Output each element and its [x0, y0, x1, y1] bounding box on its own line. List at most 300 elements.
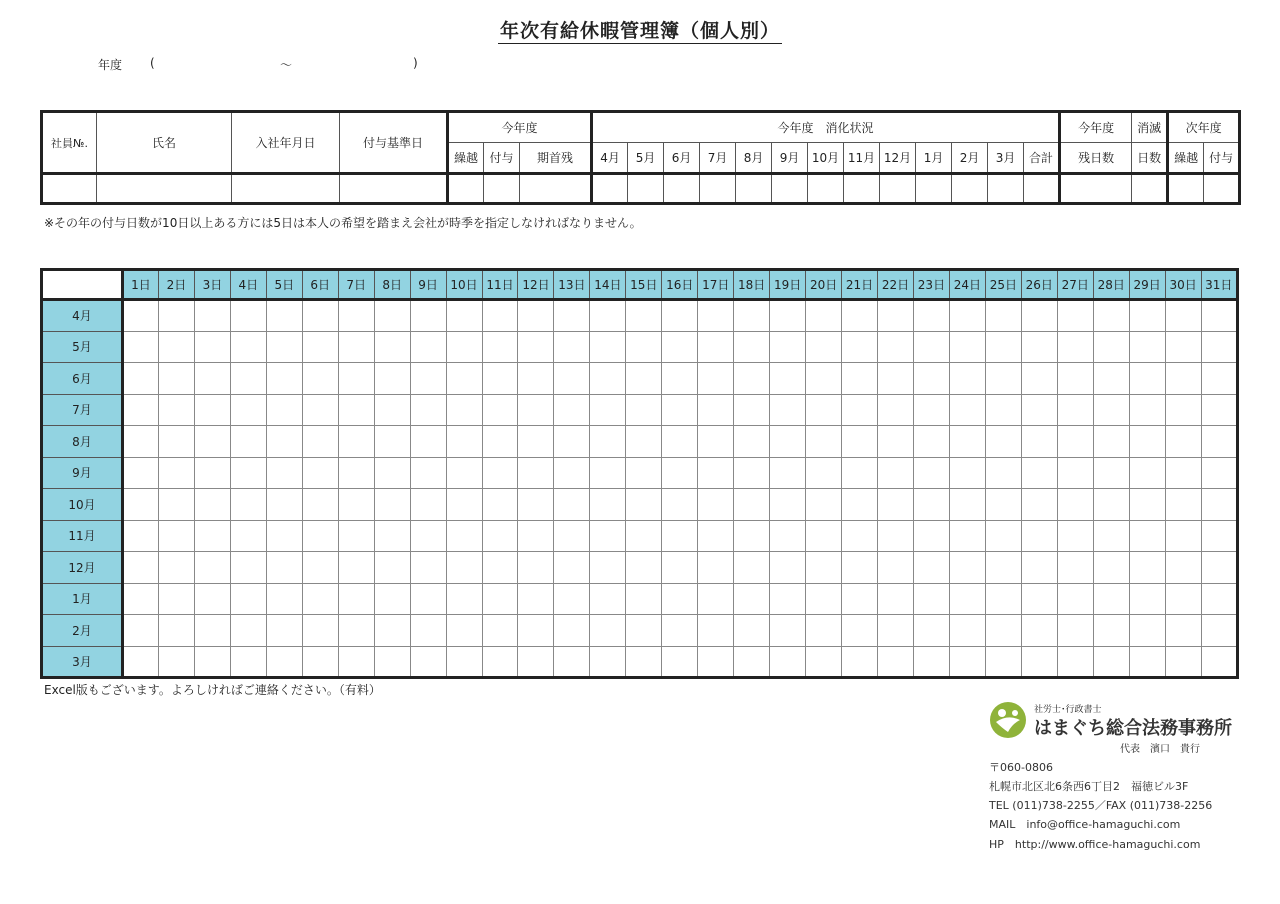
calendar-day-cell[interactable] — [374, 331, 410, 363]
calendar-day-cell[interactable] — [1165, 300, 1201, 332]
calendar-day-cell[interactable] — [482, 583, 518, 615]
calendar-day-cell[interactable] — [842, 300, 878, 332]
calendar-day-cell[interactable] — [1021, 457, 1057, 489]
calendar-day-cell[interactable] — [1021, 489, 1057, 521]
summary-input-cell[interactable] — [232, 174, 340, 204]
calendar-day-cell[interactable] — [806, 615, 842, 647]
calendar-day-cell[interactable] — [123, 520, 159, 552]
calendar-day-cell[interactable] — [626, 552, 662, 584]
calendar-day-cell[interactable] — [949, 583, 985, 615]
calendar-day-cell[interactable] — [1129, 520, 1165, 552]
summary-input-cell[interactable] — [484, 174, 520, 204]
calendar-day-cell[interactable] — [374, 520, 410, 552]
calendar-day-cell[interactable] — [302, 331, 338, 363]
calendar-day-cell[interactable] — [1129, 583, 1165, 615]
calendar-day-cell[interactable] — [1057, 457, 1093, 489]
calendar-day-cell[interactable] — [698, 520, 734, 552]
calendar-day-cell[interactable] — [1165, 646, 1201, 678]
calendar-day-cell[interactable] — [338, 457, 374, 489]
calendar-day-cell[interactable] — [410, 394, 446, 426]
calendar-day-cell[interactable] — [158, 552, 194, 584]
calendar-day-cell[interactable] — [518, 583, 554, 615]
calendar-day-cell[interactable] — [266, 331, 302, 363]
calendar-day-cell[interactable] — [266, 552, 302, 584]
calendar-day-cell[interactable] — [806, 426, 842, 458]
calendar-day-cell[interactable] — [626, 489, 662, 521]
calendar-day-cell[interactable] — [878, 583, 914, 615]
calendar-day-cell[interactable] — [1201, 457, 1237, 489]
calendar-day-cell[interactable] — [482, 520, 518, 552]
calendar-day-cell[interactable] — [662, 615, 698, 647]
calendar-day-cell[interactable] — [158, 426, 194, 458]
calendar-day-cell[interactable] — [554, 583, 590, 615]
calendar-day-cell[interactable] — [590, 457, 626, 489]
calendar-day-cell[interactable] — [734, 300, 770, 332]
summary-input-cell[interactable] — [664, 174, 700, 204]
calendar-day-cell[interactable] — [626, 646, 662, 678]
calendar-day-cell[interactable] — [1093, 363, 1129, 395]
calendar-day-cell[interactable] — [806, 520, 842, 552]
calendar-day-cell[interactable] — [1021, 615, 1057, 647]
calendar-day-cell[interactable] — [482, 646, 518, 678]
calendar-day-cell[interactable] — [554, 457, 590, 489]
calendar-day-cell[interactable] — [1093, 426, 1129, 458]
calendar-day-cell[interactable] — [590, 646, 626, 678]
calendar-day-cell[interactable] — [985, 363, 1021, 395]
calendar-day-cell[interactable] — [1057, 552, 1093, 584]
calendar-day-cell[interactable] — [230, 615, 266, 647]
calendar-day-cell[interactable] — [1057, 489, 1093, 521]
calendar-day-cell[interactable] — [230, 552, 266, 584]
calendar-day-cell[interactable] — [1165, 331, 1201, 363]
calendar-day-cell[interactable] — [913, 457, 949, 489]
calendar-day-cell[interactable] — [446, 552, 482, 584]
calendar-day-cell[interactable] — [913, 646, 949, 678]
calendar-day-cell[interactable] — [302, 300, 338, 332]
calendar-day-cell[interactable] — [302, 552, 338, 584]
calendar-day-cell[interactable] — [374, 363, 410, 395]
calendar-day-cell[interactable] — [518, 520, 554, 552]
calendar-day-cell[interactable] — [1165, 426, 1201, 458]
summary-input-cell[interactable] — [808, 174, 844, 204]
calendar-day-cell[interactable] — [374, 615, 410, 647]
calendar-day-cell[interactable] — [554, 426, 590, 458]
calendar-day-cell[interactable] — [1129, 363, 1165, 395]
calendar-day-cell[interactable] — [518, 394, 554, 426]
calendar-day-cell[interactable] — [626, 457, 662, 489]
calendar-day-cell[interactable] — [770, 394, 806, 426]
calendar-day-cell[interactable] — [1093, 583, 1129, 615]
calendar-day-cell[interactable] — [842, 426, 878, 458]
calendar-day-cell[interactable] — [1021, 426, 1057, 458]
calendar-day-cell[interactable] — [1057, 394, 1093, 426]
calendar-day-cell[interactable] — [662, 552, 698, 584]
calendar-day-cell[interactable] — [230, 363, 266, 395]
calendar-day-cell[interactable] — [1093, 615, 1129, 647]
calendar-day-cell[interactable] — [123, 489, 159, 521]
calendar-day-cell[interactable] — [1129, 489, 1165, 521]
calendar-day-cell[interactable] — [734, 583, 770, 615]
calendar-day-cell[interactable] — [266, 363, 302, 395]
calendar-day-cell[interactable] — [734, 363, 770, 395]
calendar-day-cell[interactable] — [194, 363, 230, 395]
calendar-day-cell[interactable] — [1129, 300, 1165, 332]
calendar-day-cell[interactable] — [949, 457, 985, 489]
calendar-day-cell[interactable] — [734, 489, 770, 521]
calendar-day-cell[interactable] — [446, 646, 482, 678]
calendar-day-cell[interactable] — [698, 489, 734, 521]
calendar-day-cell[interactable] — [842, 331, 878, 363]
calendar-day-cell[interactable] — [410, 583, 446, 615]
calendar-day-cell[interactable] — [662, 520, 698, 552]
calendar-day-cell[interactable] — [518, 300, 554, 332]
calendar-day-cell[interactable] — [482, 615, 518, 647]
calendar-day-cell[interactable] — [842, 489, 878, 521]
calendar-day-cell[interactable] — [446, 394, 482, 426]
calendar-day-cell[interactable] — [1201, 583, 1237, 615]
calendar-day-cell[interactable] — [985, 583, 1021, 615]
calendar-day-cell[interactable] — [230, 394, 266, 426]
calendar-day-cell[interactable] — [1201, 520, 1237, 552]
calendar-day-cell[interactable] — [662, 331, 698, 363]
calendar-day-cell[interactable] — [1201, 552, 1237, 584]
calendar-day-cell[interactable] — [374, 394, 410, 426]
calendar-day-cell[interactable] — [590, 552, 626, 584]
calendar-day-cell[interactable] — [878, 489, 914, 521]
calendar-day-cell[interactable] — [1021, 646, 1057, 678]
calendar-day-cell[interactable] — [302, 426, 338, 458]
calendar-day-cell[interactable] — [266, 646, 302, 678]
calendar-day-cell[interactable] — [194, 583, 230, 615]
calendar-day-cell[interactable] — [158, 615, 194, 647]
calendar-day-cell[interactable] — [230, 457, 266, 489]
calendar-day-cell[interactable] — [1057, 363, 1093, 395]
calendar-day-cell[interactable] — [662, 394, 698, 426]
calendar-day-cell[interactable] — [1057, 300, 1093, 332]
summary-input-cell[interactable] — [97, 174, 232, 204]
summary-input-cell[interactable] — [1060, 174, 1132, 204]
calendar-day-cell[interactable] — [446, 520, 482, 552]
calendar-day-cell[interactable] — [338, 300, 374, 332]
calendar-day-cell[interactable] — [266, 615, 302, 647]
calendar-day-cell[interactable] — [338, 520, 374, 552]
calendar-day-cell[interactable] — [374, 583, 410, 615]
summary-input-cell[interactable] — [1168, 174, 1204, 204]
calendar-day-cell[interactable] — [806, 583, 842, 615]
calendar-day-cell[interactable] — [554, 394, 590, 426]
calendar-day-cell[interactable] — [698, 331, 734, 363]
calendar-day-cell[interactable] — [1021, 394, 1057, 426]
calendar-day-cell[interactable] — [374, 426, 410, 458]
calendar-day-cell[interactable] — [878, 552, 914, 584]
calendar-day-cell[interactable] — [985, 331, 1021, 363]
calendar-day-cell[interactable] — [842, 646, 878, 678]
calendar-day-cell[interactable] — [410, 426, 446, 458]
calendar-day-cell[interactable] — [1057, 520, 1093, 552]
calendar-day-cell[interactable] — [1201, 489, 1237, 521]
calendar-day-cell[interactable] — [374, 489, 410, 521]
calendar-day-cell[interactable] — [734, 331, 770, 363]
calendar-day-cell[interactable] — [985, 300, 1021, 332]
calendar-day-cell[interactable] — [446, 300, 482, 332]
calendar-day-cell[interactable] — [662, 457, 698, 489]
calendar-day-cell[interactable] — [230, 646, 266, 678]
calendar-day-cell[interactable] — [626, 615, 662, 647]
calendar-day-cell[interactable] — [770, 300, 806, 332]
calendar-day-cell[interactable] — [374, 552, 410, 584]
calendar-day-cell[interactable] — [913, 394, 949, 426]
calendar-day-cell[interactable] — [770, 552, 806, 584]
calendar-day-cell[interactable] — [770, 583, 806, 615]
summary-input-cell[interactable] — [736, 174, 772, 204]
calendar-day-cell[interactable] — [806, 300, 842, 332]
calendar-day-cell[interactable] — [482, 552, 518, 584]
calendar-day-cell[interactable] — [338, 363, 374, 395]
calendar-day-cell[interactable] — [1165, 552, 1201, 584]
calendar-day-cell[interactable] — [662, 300, 698, 332]
calendar-day-cell[interactable] — [806, 394, 842, 426]
calendar-day-cell[interactable] — [302, 615, 338, 647]
calendar-day-cell[interactable] — [590, 300, 626, 332]
calendar-day-cell[interactable] — [158, 457, 194, 489]
calendar-day-cell[interactable] — [158, 583, 194, 615]
calendar-day-cell[interactable] — [913, 615, 949, 647]
calendar-day-cell[interactable] — [1201, 331, 1237, 363]
calendar-day-cell[interactable] — [194, 457, 230, 489]
calendar-day-cell[interactable] — [806, 489, 842, 521]
calendar-day-cell[interactable] — [878, 394, 914, 426]
calendar-day-cell[interactable] — [482, 426, 518, 458]
calendar-day-cell[interactable] — [482, 489, 518, 521]
calendar-day-cell[interactable] — [662, 489, 698, 521]
calendar-day-cell[interactable] — [518, 331, 554, 363]
calendar-day-cell[interactable] — [590, 489, 626, 521]
calendar-day-cell[interactable] — [1165, 457, 1201, 489]
calendar-day-cell[interactable] — [698, 552, 734, 584]
calendar-day-cell[interactable] — [590, 520, 626, 552]
calendar-day-cell[interactable] — [1021, 363, 1057, 395]
calendar-day-cell[interactable] — [1093, 552, 1129, 584]
calendar-day-cell[interactable] — [374, 457, 410, 489]
calendar-day-cell[interactable] — [590, 583, 626, 615]
calendar-day-cell[interactable] — [734, 615, 770, 647]
calendar-day-cell[interactable] — [1057, 615, 1093, 647]
calendar-day-cell[interactable] — [518, 457, 554, 489]
calendar-day-cell[interactable] — [734, 646, 770, 678]
calendar-day-cell[interactable] — [446, 457, 482, 489]
calendar-day-cell[interactable] — [949, 394, 985, 426]
calendar-day-cell[interactable] — [554, 300, 590, 332]
calendar-day-cell[interactable] — [662, 583, 698, 615]
summary-input-cell[interactable] — [592, 174, 628, 204]
calendar-day-cell[interactable] — [770, 520, 806, 552]
calendar-day-cell[interactable] — [1129, 615, 1165, 647]
summary-input-cell[interactable] — [844, 174, 880, 204]
calendar-day-cell[interactable] — [734, 394, 770, 426]
calendar-day-cell[interactable] — [194, 426, 230, 458]
calendar-day-cell[interactable] — [158, 300, 194, 332]
calendar-day-cell[interactable] — [985, 394, 1021, 426]
calendar-day-cell[interactable] — [338, 552, 374, 584]
calendar-day-cell[interactable] — [770, 489, 806, 521]
calendar-day-cell[interactable] — [302, 394, 338, 426]
calendar-day-cell[interactable] — [1129, 552, 1165, 584]
calendar-day-cell[interactable] — [158, 646, 194, 678]
calendar-day-cell[interactable] — [878, 520, 914, 552]
calendar-day-cell[interactable] — [446, 583, 482, 615]
calendar-day-cell[interactable] — [698, 363, 734, 395]
calendar-day-cell[interactable] — [554, 520, 590, 552]
calendar-day-cell[interactable] — [554, 363, 590, 395]
calendar-day-cell[interactable] — [266, 457, 302, 489]
calendar-day-cell[interactable] — [949, 489, 985, 521]
calendar-day-cell[interactable] — [1093, 489, 1129, 521]
calendar-day-cell[interactable] — [949, 646, 985, 678]
calendar-day-cell[interactable] — [482, 457, 518, 489]
calendar-day-cell[interactable] — [302, 489, 338, 521]
calendar-day-cell[interactable] — [949, 426, 985, 458]
calendar-day-cell[interactable] — [1129, 394, 1165, 426]
calendar-day-cell[interactable] — [626, 331, 662, 363]
calendar-day-cell[interactable] — [770, 363, 806, 395]
calendar-day-cell[interactable] — [590, 426, 626, 458]
summary-input-cell[interactable] — [880, 174, 916, 204]
calendar-day-cell[interactable] — [123, 646, 159, 678]
summary-input-cell[interactable] — [916, 174, 952, 204]
calendar-day-cell[interactable] — [806, 646, 842, 678]
calendar-day-cell[interactable] — [1129, 646, 1165, 678]
calendar-day-cell[interactable] — [878, 646, 914, 678]
calendar-day-cell[interactable] — [1165, 520, 1201, 552]
calendar-day-cell[interactable] — [626, 300, 662, 332]
calendar-day-cell[interactable] — [626, 363, 662, 395]
calendar-day-cell[interactable] — [554, 331, 590, 363]
calendar-day-cell[interactable] — [194, 394, 230, 426]
calendar-day-cell[interactable] — [770, 331, 806, 363]
calendar-day-cell[interactable] — [949, 552, 985, 584]
calendar-day-cell[interactable] — [302, 520, 338, 552]
calendar-day-cell[interactable] — [158, 489, 194, 521]
calendar-day-cell[interactable] — [878, 457, 914, 489]
calendar-day-cell[interactable] — [985, 552, 1021, 584]
calendar-day-cell[interactable] — [842, 363, 878, 395]
calendar-day-cell[interactable] — [1165, 615, 1201, 647]
calendar-day-cell[interactable] — [158, 394, 194, 426]
calendar-day-cell[interactable] — [842, 583, 878, 615]
calendar-day-cell[interactable] — [266, 426, 302, 458]
calendar-day-cell[interactable] — [158, 363, 194, 395]
calendar-day-cell[interactable] — [1129, 331, 1165, 363]
calendar-day-cell[interactable] — [374, 646, 410, 678]
calendar-day-cell[interactable] — [123, 552, 159, 584]
calendar-day-cell[interactable] — [698, 457, 734, 489]
firm-mail[interactable]: MAIL info@office-hamaguchi.com — [989, 818, 1181, 831]
calendar-day-cell[interactable] — [338, 394, 374, 426]
calendar-day-cell[interactable] — [518, 426, 554, 458]
calendar-day-cell[interactable] — [338, 331, 374, 363]
calendar-day-cell[interactable] — [1021, 520, 1057, 552]
calendar-day-cell[interactable] — [1093, 646, 1129, 678]
calendar-day-cell[interactable] — [1165, 394, 1201, 426]
calendar-day-cell[interactable] — [123, 426, 159, 458]
calendar-day-cell[interactable] — [842, 552, 878, 584]
calendar-day-cell[interactable] — [194, 615, 230, 647]
firm-homepage[interactable]: HP http://www.office-hamaguchi.com — [989, 838, 1201, 851]
calendar-day-cell[interactable] — [194, 300, 230, 332]
calendar-day-cell[interactable] — [230, 520, 266, 552]
calendar-day-cell[interactable] — [626, 394, 662, 426]
calendar-day-cell[interactable] — [1057, 426, 1093, 458]
calendar-day-cell[interactable] — [410, 457, 446, 489]
calendar-day-cell[interactable] — [734, 520, 770, 552]
calendar-day-cell[interactable] — [230, 331, 266, 363]
calendar-day-cell[interactable] — [770, 426, 806, 458]
calendar-day-cell[interactable] — [266, 394, 302, 426]
summary-input-cell[interactable] — [1132, 174, 1168, 204]
calendar-day-cell[interactable] — [698, 583, 734, 615]
calendar-day-cell[interactable] — [985, 457, 1021, 489]
calendar-day-cell[interactable] — [842, 394, 878, 426]
calendar-day-cell[interactable] — [806, 363, 842, 395]
calendar-day-cell[interactable] — [626, 426, 662, 458]
summary-input-cell[interactable] — [628, 174, 664, 204]
calendar-day-cell[interactable] — [446, 331, 482, 363]
calendar-day-cell[interactable] — [913, 489, 949, 521]
calendar-day-cell[interactable] — [878, 331, 914, 363]
calendar-day-cell[interactable] — [662, 646, 698, 678]
calendar-day-cell[interactable] — [913, 331, 949, 363]
summary-input-cell[interactable] — [1024, 174, 1060, 204]
calendar-day-cell[interactable] — [913, 552, 949, 584]
calendar-day-cell[interactable] — [230, 489, 266, 521]
calendar-day-cell[interactable] — [446, 489, 482, 521]
calendar-day-cell[interactable] — [410, 489, 446, 521]
summary-input-cell[interactable] — [42, 174, 97, 204]
summary-input-cell[interactable] — [988, 174, 1024, 204]
calendar-day-cell[interactable] — [266, 489, 302, 521]
calendar-day-cell[interactable] — [123, 300, 159, 332]
calendar-day-cell[interactable] — [410, 520, 446, 552]
calendar-day-cell[interactable] — [266, 520, 302, 552]
calendar-day-cell[interactable] — [123, 583, 159, 615]
calendar-day-cell[interactable] — [913, 300, 949, 332]
calendar-day-cell[interactable] — [518, 489, 554, 521]
calendar-day-cell[interactable] — [1021, 583, 1057, 615]
calendar-day-cell[interactable] — [1093, 300, 1129, 332]
calendar-day-cell[interactable] — [770, 457, 806, 489]
calendar-day-cell[interactable] — [194, 331, 230, 363]
calendar-day-cell[interactable] — [554, 646, 590, 678]
calendar-day-cell[interactable] — [590, 615, 626, 647]
calendar-day-cell[interactable] — [842, 520, 878, 552]
calendar-day-cell[interactable] — [302, 457, 338, 489]
calendar-day-cell[interactable] — [554, 615, 590, 647]
calendar-day-cell[interactable] — [194, 646, 230, 678]
summary-input-cell[interactable] — [700, 174, 736, 204]
calendar-day-cell[interactable] — [985, 426, 1021, 458]
calendar-day-cell[interactable] — [230, 300, 266, 332]
calendar-day-cell[interactable] — [518, 615, 554, 647]
calendar-day-cell[interactable] — [913, 583, 949, 615]
calendar-day-cell[interactable] — [662, 363, 698, 395]
calendar-day-cell[interactable] — [410, 552, 446, 584]
calendar-day-cell[interactable] — [698, 394, 734, 426]
calendar-day-cell[interactable] — [842, 615, 878, 647]
calendar-day-cell[interactable] — [338, 615, 374, 647]
summary-input-cell[interactable] — [772, 174, 808, 204]
calendar-day-cell[interactable] — [590, 363, 626, 395]
calendar-day-cell[interactable] — [338, 489, 374, 521]
